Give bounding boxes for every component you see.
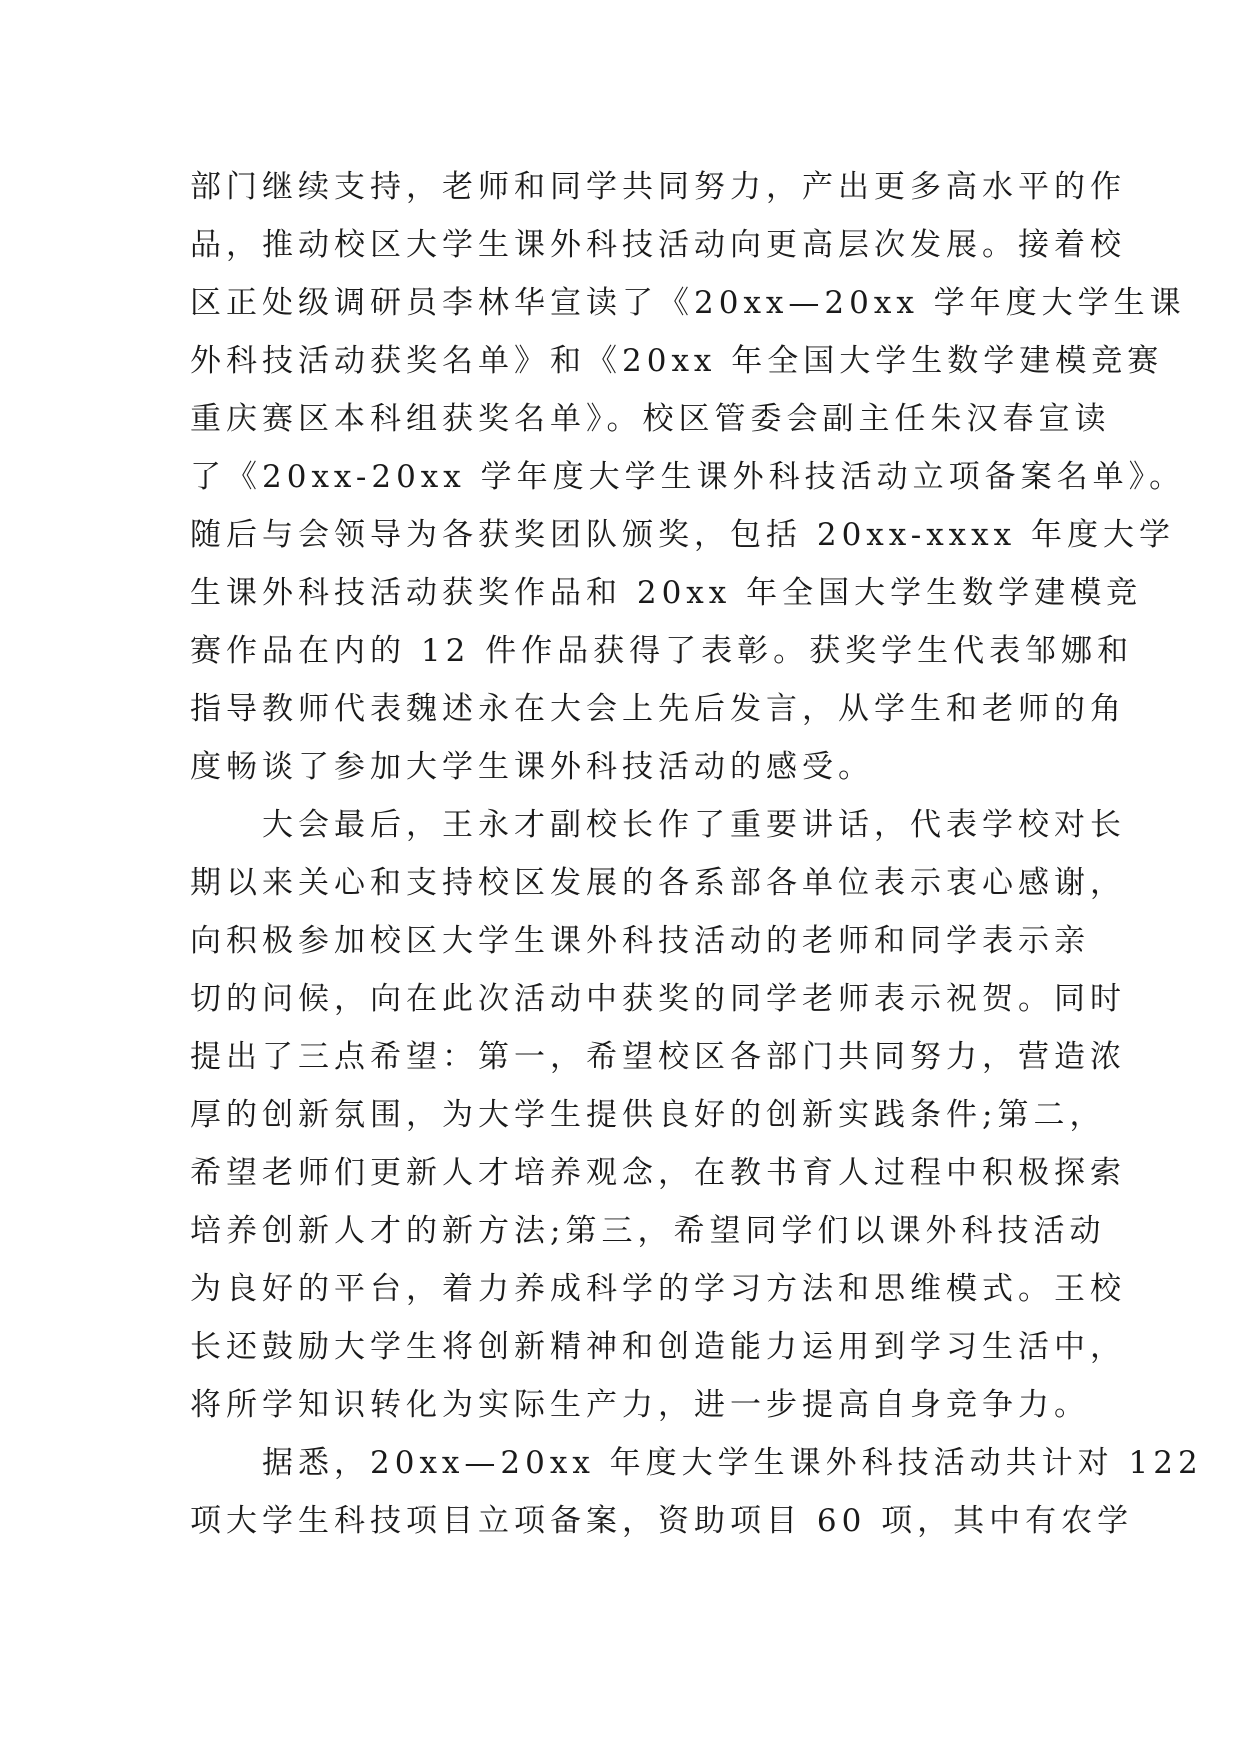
text-line: 为良好的平台，着力养成科学的学习方法和思维模式。王校 [190,1271,1126,1307]
text-line: 赛作品在内的 12 件作品获得了表彰。获奖学生代表邹娜和 [190,633,1134,669]
text-line: 大会最后，王永才副校长作了重要讲话，代表学校对长 [190,807,1126,843]
text-line: 生课外科技活动获奖作品和 20xx 年全国大学生数学建模竞 [190,575,1143,611]
text-line: 外科技活动获奖名单》和《20xx 年全国大学生数学建模竞赛 [190,343,1164,379]
text-line: 品，推动校区大学生课外科技活动向更高层次发展。接着校 [190,227,1126,263]
text-line: 随后与会领导为各获奖团队颁奖，包括 20xx-xxxx 年度大学 [190,517,1175,553]
text-line: 期以来关心和支持校区发展的各系部各单位表示衷心感谢， [190,865,1126,901]
paragraph-3 [190,1434,1203,1550]
text-line: 区正处级调研员李林华宣读了《20xx—20xx 学年度大学生课 [190,285,1186,321]
text-line: 指导教师代表魏述永在大会上先后发言，从学生和老师的角 [190,691,1126,727]
text-line: 将所学知识转化为实际生产力，进一步提高自身竞争力。 [190,1387,1090,1423]
text-line: 据悉，20xx—20xx 年度大学生课外科技活动共计对 122 [190,1445,1203,1481]
text-line: 厚的创新氛围，为大学生提供良好的创新实践条件;第二， [190,1097,1106,1133]
text-line: 重庆赛区本科组获奖名单》。校区管委会副主任朱汉春宣读 [190,401,1111,437]
text-line: 切的问候，向在此次活动中获奖的同学老师表示祝贺。同时 [190,981,1126,1017]
body-text [190,158,1203,1550]
text-line: 提出了三点希望：第一，希望校区各部门共同努力，营造浓 [190,1039,1126,1075]
text-line: 项大学生科技项目立项备案，资助项目 60 项，其中有农学 [190,1503,1134,1539]
paragraph-1 [190,158,1186,796]
text-line: 了《20xx-20xx 学年度大学生课外科技活动立项备案名单》。 [190,459,1186,495]
text-line: 部门继续支持，老师和同学共同努力，产出更多高水平的作 [190,169,1126,205]
text-line: 向积极参加校区大学生课外科技活动的老师和同学表示亲 [190,923,1090,959]
text-line: 长还鼓励大学生将创新精神和创造能力运用到学习生活中， [190,1329,1126,1365]
paragraph-2 [190,796,1126,1434]
text-line: 培养创新人才的新方法;第三，希望同学们以课外科技活动 [190,1213,1106,1249]
text-line: 希望老师们更新人才培养观念，在教书育人过程中积极探索 [190,1155,1126,1191]
text-line: 度畅谈了参加大学生课外科技活动的感受。 [190,749,874,785]
